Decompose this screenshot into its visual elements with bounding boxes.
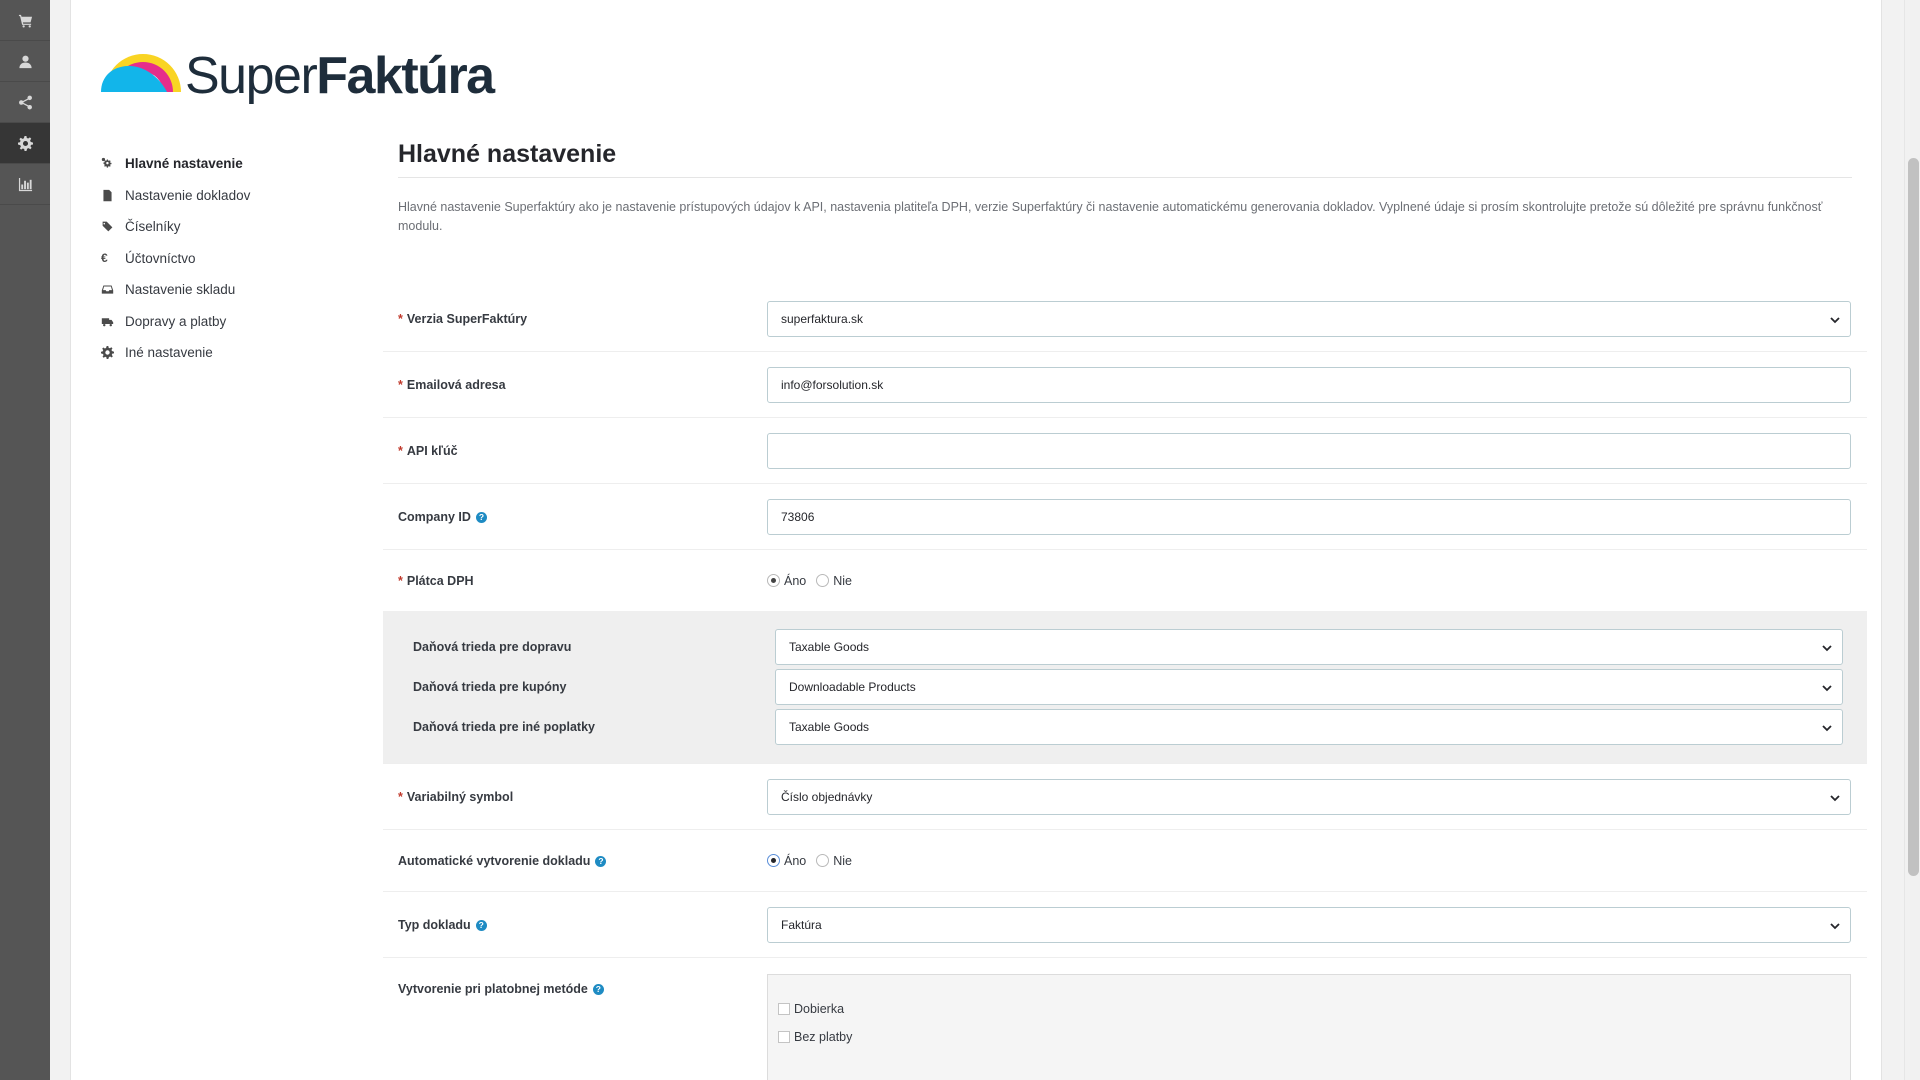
api-key-field[interactable] — [767, 433, 1851, 469]
user-icon — [18, 54, 33, 69]
admin-sidebar — [0, 0, 50, 1080]
menu-item-main-settings[interactable] — [101, 148, 361, 180]
scrollbar-thumb[interactable] — [1908, 158, 1919, 876]
page-scrollbar[interactable] — [1904, 0, 1920, 1080]
label-tax-other: Daňová trieda pre iné poplatky — [413, 720, 595, 734]
row-variable-symbol — [383, 764, 1867, 830]
menu-item-label: Dopravy a platby — [125, 313, 227, 329]
tax-shipping-select[interactable]: Taxable Goods — [775, 629, 1843, 665]
email-field[interactable]: info@forsolution.sk — [767, 367, 1851, 403]
vat-payer-no-radio[interactable]: Nie — [816, 574, 852, 588]
document-icon — [101, 189, 114, 202]
bar-chart-icon — [18, 177, 33, 192]
gear-icon — [101, 346, 114, 359]
variable-symbol-select[interactable]: Číslo objednávky — [767, 779, 1851, 815]
settings-content — [383, 140, 1867, 1044]
help-icon[interactable]: ? — [593, 984, 604, 995]
row-doc-type — [383, 892, 1867, 958]
auto-create-yes-radio[interactable]: Áno — [767, 854, 806, 868]
row-tax-other — [383, 707, 1867, 747]
page-title: Hlavné nastavenie — [398, 140, 1852, 178]
nav-settings[interactable] — [0, 123, 50, 164]
label-tax-shipping: Daňová trieda pre dopravu — [413, 640, 572, 654]
payment-method-list — [767, 974, 1851, 1080]
menu-item-label: Hlavné nastavenie — [125, 156, 243, 172]
payment-none-checkbox[interactable]: Bez platby — [778, 1023, 1840, 1051]
menu-item-label: Iné nastavenie — [125, 345, 213, 361]
help-icon[interactable]: ? — [476, 920, 487, 931]
nav-stats[interactable] — [0, 164, 50, 205]
menu-item-document-settings[interactable] — [101, 180, 361, 212]
row-version — [383, 286, 1867, 352]
tax-other-select[interactable]: Taxable Goods — [775, 709, 1843, 745]
nav-orders[interactable] — [0, 0, 50, 41]
settings-menu — [101, 148, 361, 369]
gear-icon — [18, 136, 33, 151]
truck-icon — [101, 315, 114, 328]
help-icon[interactable]: ? — [476, 512, 487, 523]
label-auto-create: Automatické vytvorenie dokladu ? — [383, 854, 767, 868]
row-payment-method — [383, 958, 1867, 1080]
menu-item-label: Účtovníctvo — [125, 250, 196, 266]
gears-icon — [101, 157, 114, 170]
chevron-down-icon — [1830, 921, 1840, 931]
row-tax-coupons — [383, 667, 1867, 707]
rainbow-logo-icon — [101, 46, 187, 102]
nav-customers[interactable] — [0, 41, 50, 82]
label-version: * Verzia SuperFaktúry — [398, 311, 528, 326]
logo-wordmark: SuperFaktúra — [185, 47, 494, 105]
menu-item-accounting[interactable] — [101, 243, 361, 275]
chevron-down-icon — [1830, 315, 1840, 325]
version-select[interactable]: superfaktura.sk — [767, 301, 1851, 337]
row-email — [383, 352, 1867, 418]
menu-item-other-settings[interactable] — [101, 337, 361, 369]
chevron-down-icon — [1822, 643, 1832, 653]
row-api-key — [383, 418, 1867, 484]
cart-icon — [18, 13, 33, 28]
euro-icon: € — [101, 251, 108, 266]
page-description: Hlavné nastavenie Superfaktúry ako je nastavenie prístupových údajov k API, nastavenia platiteľa DPH, verzie Superfaktúry či nastavenie automatickému generovania dokladov. Vyplnené údaje si prosím skontrolujte pretože sú dôležité pre správnu funkčnosť modulu. — [398, 200, 1823, 233]
chevron-down-icon — [1822, 723, 1832, 733]
share-icon — [18, 95, 33, 110]
chevron-down-icon — [1822, 683, 1832, 693]
menu-item-label: Číselníky — [125, 219, 181, 235]
menu-item-stock-settings[interactable] — [101, 274, 361, 306]
chevron-down-icon — [1830, 793, 1840, 803]
company-id-field[interactable]: 73806 — [767, 499, 1851, 535]
row-company-id — [383, 484, 1867, 550]
row-auto-create — [383, 830, 1867, 892]
help-icon[interactable]: ? — [595, 856, 606, 867]
tags-icon — [101, 220, 114, 233]
menu-item-shipping-payments[interactable] — [101, 306, 361, 338]
label-payment-method: Vytvorenie pri platobnej metóde ? — [383, 974, 767, 996]
tax-coupons-select[interactable]: Downloadable Products — [775, 669, 1843, 705]
superfaktura-logo — [101, 46, 501, 106]
payment-cod-checkbox[interactable]: Dobierka — [778, 995, 1840, 1023]
label-company-id: Company ID ? — [383, 510, 767, 524]
row-tax-shipping — [383, 627, 1867, 667]
label-api-key: * API kľúč — [398, 443, 458, 458]
menu-item-codelists[interactable] — [101, 211, 361, 243]
menu-item-label: Nastavenie skladu — [125, 282, 236, 298]
main-panel — [70, 0, 1882, 1080]
doc-type-select[interactable]: Faktúra — [767, 907, 1851, 943]
menu-item-label: Nastavenie dokladov — [125, 187, 251, 203]
tax-class-panel — [383, 611, 1867, 764]
inbox-icon — [101, 283, 114, 296]
label-vat-payer: * Plátca DPH — [398, 573, 474, 588]
nav-share[interactable] — [0, 82, 50, 123]
label-variable-symbol: * Variabilný symbol — [398, 789, 514, 804]
vat-payer-yes-radio[interactable]: Áno — [767, 574, 806, 588]
auto-create-no-radio[interactable]: Nie — [816, 854, 852, 868]
row-vat-payer — [383, 550, 1867, 611]
label-doc-type: Typ dokladu ? — [383, 918, 767, 932]
label-email: * Emailová adresa — [398, 377, 506, 392]
label-tax-coupons: Daňová trieda pre kupóny — [413, 680, 567, 694]
settings-form — [383, 286, 1867, 1080]
